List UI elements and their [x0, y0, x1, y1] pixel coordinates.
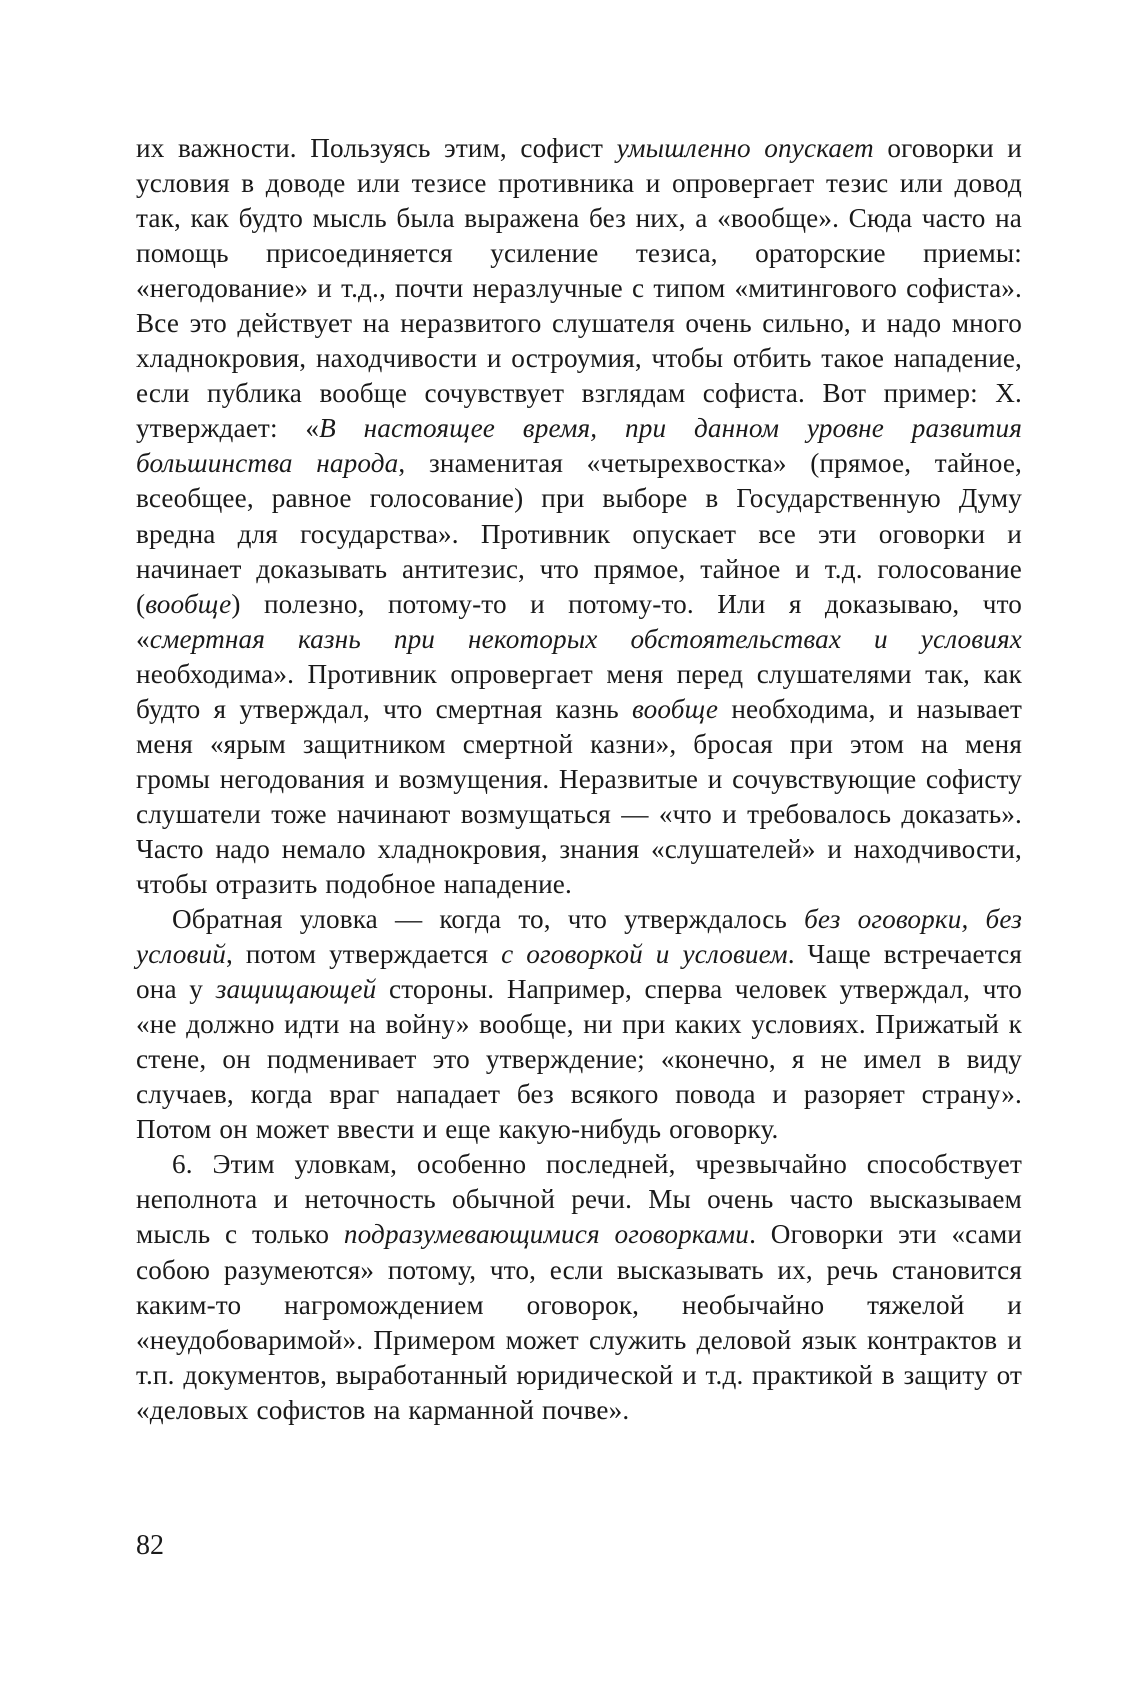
text-run: Обратная уловка — когда то, что утверждалось: [172, 904, 805, 935]
text-run: , потом утверждается: [225, 939, 502, 970]
italic-text-run: подразумевающимися оговорками: [343, 1219, 750, 1250]
text-run: стороны. Например, сперва человек утверждал, что «не должно идти на войну» вообще, ни при каких условиях. Прижатый к стене, он подменивает это утверждение; «конечно, я не имел в виду случаев, когда враг нападает без всякого повода и разоряет страну». Потом он может ввести и еще какую-нибудь оговорку.: [136, 974, 1022, 1145]
text-run: ) полезно, потому-то и потому-то. Или я доказываю, что «: [136, 588, 1022, 654]
text-run: . Оговорки эти «сами собою разумеются» потому, что, если высказывать их, речь становится каким-то нагромождением оговорок, необычайно тяжелой и «неудобоваримой». Примером может служить деловой язык контрактов и т.п. документов, выработанный юридической и т.д. практикой в защиту от «деловых софистов на карманной почве».: [136, 1219, 1023, 1425]
italic-text-run: смертная казнь при некоторых обстоятельствах и условиях: [149, 623, 1022, 654]
body-text: [136, 131, 1022, 1428]
text-run: 6. Этим уловкам, особенно последней, чрезвычайно способствует неполнота и неточность обычной речи. Мы очень часто высказываем мысль с только: [136, 1149, 1022, 1250]
text-run: оговорки и условия в доводе или тезисе противника и опровергает тезис или довод так, как будто мысль была выражена без них, а «вообще». Сюда часто на помощь присоединяется усиление тезиса, ораторские приемы: «негодование» и т.д., почти неразлучные с типом «митингового софиста». Все это действует на неразвитого слушателя очень сильно, и надо много хладнокровия, находчивости и остроумия, чтобы отбить такое нападение, если публика вообще сочувствует взглядам софиста. Вот пример: X. утверждает: «: [136, 133, 1023, 444]
italic-text-run: умышленно опускает: [616, 133, 874, 163]
text-run: , знаменитая «четырехвостка» (прямое, тайное, всеобщее, равное голосование) при выборе в Государственную Думу вредна для государства». Противник опускает все эти оговорки и начинает доказывать антитезис, что прямое, тайное и т.д. голосование (: [136, 448, 1022, 619]
italic-text-run: вообще: [632, 693, 719, 724]
page-number: 82: [136, 1530, 164, 1561]
italic-text-run: вообще: [145, 588, 232, 619]
text-run: необходима». Противник опровергает меня перед слушателями так, как будто я утверждал, что смертная казнь: [136, 658, 1022, 724]
italic-text-run: защищающей: [215, 974, 377, 1005]
italic-text-run: В настоящее время, при данном уровне развития большинства народа: [136, 413, 1022, 479]
text-run: их важности. Пользуясь этим, софист: [136, 133, 617, 163]
italic-text-run: с оговоркой и условием: [501, 939, 788, 970]
italic-text-run: без оговорки, без условий: [136, 904, 1022, 970]
text-run: необходима, и называет меня «ярым защитником смертной казни», бросая при этом на меня громы негодования и возмущения. Неразвитые и сочувствующие софисту слушатели тоже начинают возмущаться — «что и требовалось доказать». Часто надо немало хладнокровия, знания «слушателей» и находчивости, чтобы отразить подобное нападение.: [136, 693, 1022, 899]
paragraph-3: [136, 1147, 1022, 1427]
text-run: . Чаще встречается она у: [136, 939, 1022, 1005]
paragraph-1: [136, 131, 1022, 902]
paragraph-2: [136, 902, 1022, 1147]
